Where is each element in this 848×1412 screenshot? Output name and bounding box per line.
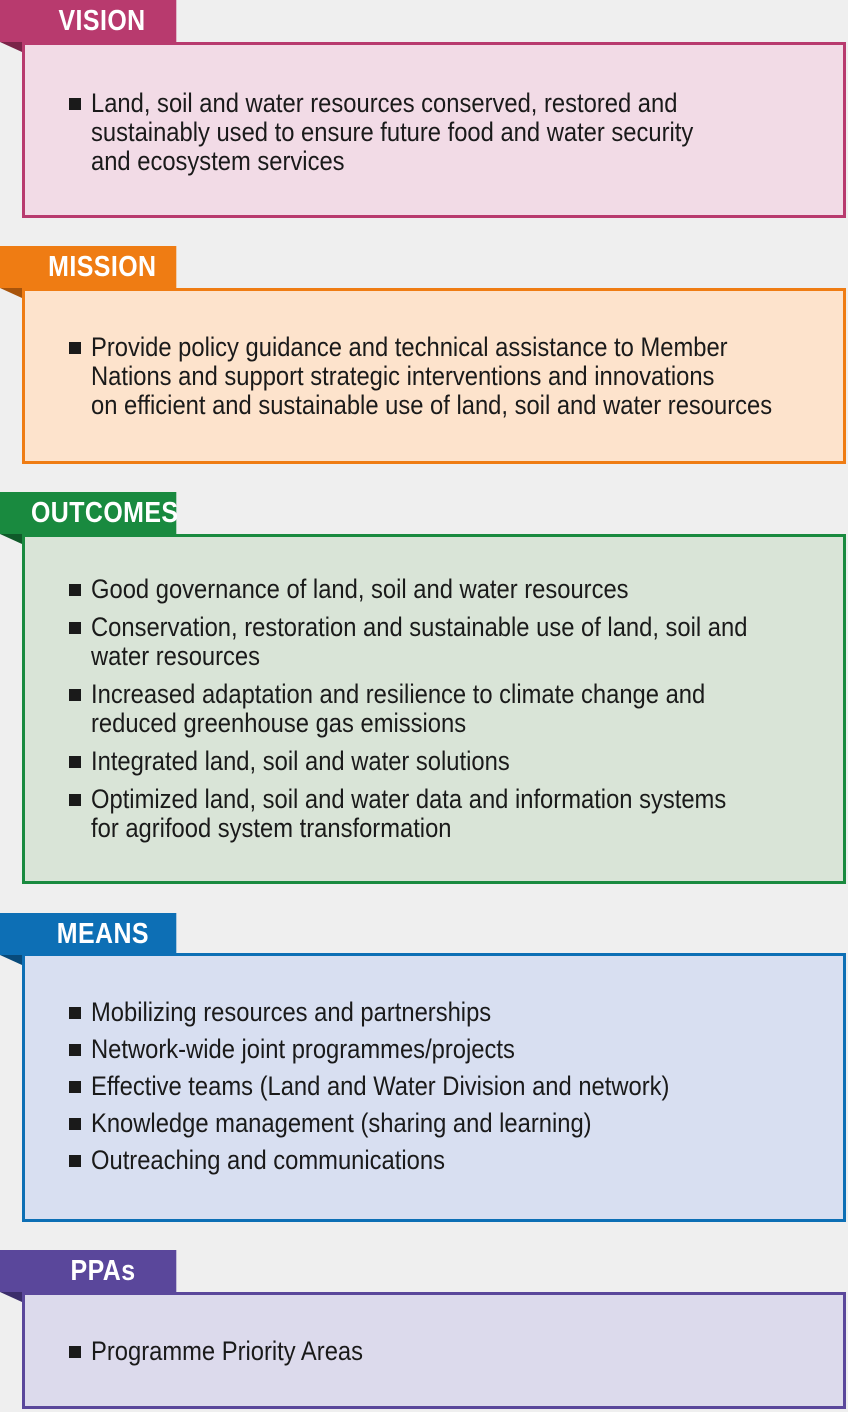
mission-tab-fold — [0, 288, 22, 298]
mission-box — [22, 288, 846, 464]
list-item: Network-wide joint programmes/projects — [69, 1035, 823, 1064]
vision-list — [69, 89, 823, 176]
list-item: Integrated land, soil and water solutions — [69, 747, 823, 776]
ppas-title: PPAs — [70, 1255, 136, 1287]
means-box — [22, 953, 846, 1222]
list-item: Outreaching and communications — [69, 1146, 823, 1175]
means-tab-fold — [0, 955, 22, 965]
means-title: MEANS — [56, 918, 149, 950]
vision-tab — [0, 0, 176, 42]
outcomes-title: OUTCOMES — [30, 497, 179, 529]
ppas-tab — [0, 1250, 176, 1292]
list-item: Good governance of land, soil and water resources — [69, 575, 823, 604]
list-item: Provide policy guidance and technical assistance to Member Nations and support strategic interventions and innovations on efficient and sustainable use of land, soil and water resources — [69, 333, 823, 420]
ppas-tab-fold — [0, 1292, 22, 1302]
outcomes-tab-fold — [0, 534, 22, 544]
outcomes-list — [69, 575, 823, 843]
means-list — [69, 998, 823, 1175]
ppas-list — [69, 1337, 823, 1366]
mission-title: MISSION — [48, 251, 157, 283]
list-item: Land, soil and water resources conserved, restored and sustainably used to ensure future food and water security and ecosystem services — [69, 89, 823, 176]
list-item: Optimized land, soil and water data and information systems for agrifood system transformation — [69, 785, 823, 843]
list-item: Conservation, restoration and sustainable use of land, soil and water resources — [69, 613, 823, 671]
means-tab — [0, 913, 176, 955]
list-item: Increased adaptation and resilience to climate change and reduced greenhouse gas emissions — [69, 680, 823, 738]
mission-list — [69, 333, 823, 420]
list-item: Mobilizing resources and partnerships — [69, 998, 823, 1027]
outcomes-box — [22, 534, 846, 884]
outcomes-tab — [0, 492, 179, 534]
list-item: Knowledge management (sharing and learning) — [69, 1109, 823, 1138]
list-item: Programme Priority Areas — [69, 1337, 823, 1366]
vision-title: VISION — [58, 5, 146, 37]
list-item: Effective teams (Land and Water Division and network) — [69, 1072, 823, 1101]
vision-tab-fold — [0, 42, 22, 52]
vision-box — [22, 42, 846, 218]
mission-tab — [0, 246, 176, 288]
ppas-box — [22, 1292, 846, 1409]
